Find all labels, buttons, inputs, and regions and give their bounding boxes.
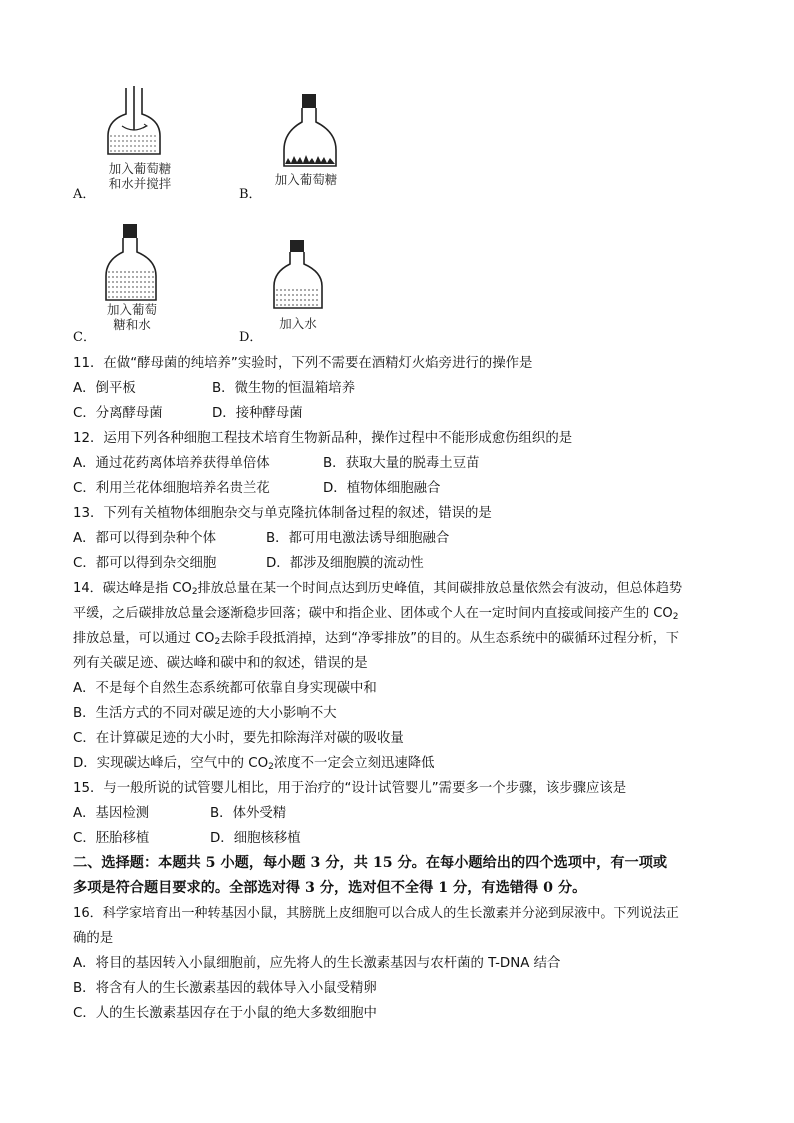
- figure-c-caption: 加入葡萄 糖和水: [106, 302, 157, 332]
- q11-option-a: A．倒平板: [73, 381, 136, 396]
- q13-option-b: B．都可用电激法诱导细胞融合: [266, 531, 450, 546]
- q11-stem: 11．在做“酵母菌的纯培养”实验时，下列不需要在酒精灯火焰旁进行的操作是: [73, 356, 533, 371]
- figure-a-flask-stirring: [104, 86, 164, 162]
- q12-option-a: A．通过花药离体培养获得单倍体: [73, 456, 270, 471]
- figure-c-letter: C．: [73, 330, 96, 345]
- q12-option-d: D．植物体细胞融合: [323, 481, 441, 496]
- q14-stem-line-3: 排放总量，可以通过 $CO_2$去除手段抵消掉，达到“净零排放”的目的。从生态系统中的碳循环过程分析，下: [73, 631, 679, 647]
- figure-c-flask-glucose-water: [104, 222, 158, 304]
- q14-stem-line-4: 列有关碳足迹、碳达峰和碳中和的叙述，错误的是: [73, 656, 368, 671]
- q16-option-b: B．将含有人的生长激素基因的载体导入小鼠受精卵: [73, 981, 377, 996]
- q14-option-b: B．生活方式的不同对碳足迹的大小影响不大: [73, 706, 337, 721]
- section-2-heading-line-1: 二、选择题：本题共 5 小题，每小题 3 分，共 15 分。在每小题给出的四个选项中，有一项或: [73, 855, 668, 871]
- figure-b-letter: B．: [239, 187, 262, 202]
- q12-stem: 12．运用下列各种细胞工程技术培育生物新品种，操作过程中不能形成愈伤组织的是: [73, 431, 573, 446]
- figure-b-flask-glucose: [280, 92, 340, 172]
- q12-option-c: C．利用兰花体细胞培养名贵兰花: [73, 481, 270, 496]
- q14-option-d: D．实现碳达峰后，空气中的 $CO_2$浓度不一定会立刻迅速降低: [73, 756, 435, 772]
- q11-option-c: C．分离酵母菌: [73, 406, 163, 421]
- q15-option-d: D．细胞核移植: [210, 831, 301, 846]
- figure-a-caption: 加入葡萄糖 和水并搅拌: [108, 161, 172, 191]
- q13-option-a: A．都可以得到杂种个体: [73, 531, 217, 546]
- q16-stem-line-1: 16．科学家培育出一种转基因小鼠，其膀胱上皮细胞可以合成人的生长激素并分泌到尿液中。下列说法正: [73, 906, 679, 921]
- q15-option-b: B．体外受精: [210, 806, 287, 821]
- q14-option-a: A．不是每个自然生态系统都可依靠自身实现碳中和: [73, 681, 377, 696]
- figure-d-caption: 加入水: [279, 316, 317, 331]
- section-2-heading-line-2: 多项是符合题目要求的。全部选对得 3 分，选对但不全得 1 分，有选错得 0 分。: [73, 880, 587, 896]
- q11-option-b: B．微生物的恒温箱培养: [212, 381, 356, 396]
- q13-option-c: C．都可以得到杂交细胞: [73, 556, 217, 571]
- figure-d-flask-water: [272, 238, 324, 312]
- q12-option-b: B．获取大量的脱毒土豆苗: [323, 456, 480, 471]
- figure-a-letter: A．: [73, 187, 96, 202]
- q14-stem-line-2: 平缓，之后碳排放总量会逐渐稳步回落；碳中和指企业、团体或个人在一定时间内直接或间接产生的 $CO_2$: [73, 606, 679, 622]
- q16-option-a: A．将目的基因转入小鼠细胞前，应先将人的生长激素基因与农杆菌的 T-DNA 结合: [73, 956, 561, 971]
- q14-option-c: C．在计算碳足迹的大小时，要先扣除海洋对碳的吸收量: [73, 731, 404, 746]
- q13-stem: 13．下列有关植物体细胞杂交与单克隆抗体制备过程的叙述，错误的是: [73, 506, 492, 521]
- q14-stem-line-1: 14．碳达峰是指 $CO_2$排放总量在某一个时间点达到历史峰值，其间碳排放总量依然会有波动，但总体趋势: [73, 581, 683, 597]
- figure-d-letter: D．: [239, 330, 263, 345]
- q16-stem-line-2: 确的是: [73, 931, 114, 946]
- q15-option-a: A．基因检测: [73, 806, 150, 821]
- q16-option-c: C．人的生长激素基因存在于小鼠的绝大多数细胞中: [73, 1006, 377, 1021]
- q15-stem: 15．与一般所说的试管婴儿相比，用于治疗的“设计试管婴儿”需要多一个步骤，该步骤应该是: [73, 781, 627, 796]
- q15-option-c: C．胚胎移植: [73, 831, 150, 846]
- figure-b-caption: 加入葡萄糖: [274, 172, 338, 187]
- q11-option-d: D．接种酵母菌: [212, 406, 303, 421]
- q13-option-d: D．都涉及细胞膜的流动性: [266, 556, 424, 571]
